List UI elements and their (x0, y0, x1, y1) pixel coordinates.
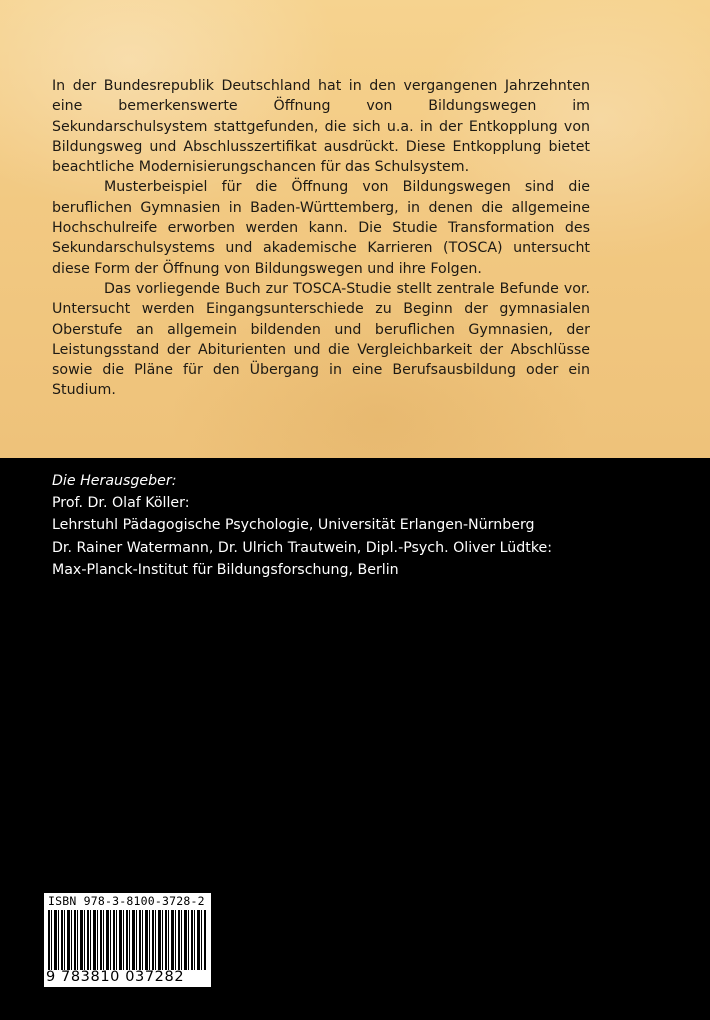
blurb-panel (0, 0, 710, 458)
blurb-paragraph: In der Bundesrepublik Deutschland hat in den vergangenen Jahrzehnten eine bemerkenswerte Öffnung von Bildungswegen im Sekundarschulsystem stattgefunden, die sich u.a. in der Entkopplung von Bildungsweg und Abschlusszertifikat ausdrückt. Diese Entkopplung bietet beachtliche Modernisierungschancen für das Schulsystem. (52, 78, 590, 176)
editors-section (52, 470, 672, 581)
blurb-text (52, 76, 590, 401)
isbn-label: ISBN 978-3-8100-3728-2 (48, 894, 205, 908)
editor-line: Dr. Rainer Watermann, Dr. Ulrich Trautwein, Dipl.-Psych. Oliver Lüdtke: (52, 539, 553, 556)
blurb-paragraph: Musterbeispiel für die Öffnung von Bildungswegen sind die beruflichen Gymnasien in Baden-Württemberg, in denen die allgemeine Hochschulreife erworben werden kann. Die Studie Transformation des Sekundarschulsystems und akademische Karrieren (TOSCA) untersucht diese Form der Öffnung von Bildungswegen und ihre Folgen. (52, 179, 590, 277)
editor-line: Lehrstuhl Pädagogische Psychologie, Universität Erlangen-Nürnberg (52, 517, 535, 534)
editors-heading: Die Herausgeber: (52, 473, 177, 489)
isbn-barcode (44, 893, 211, 987)
editor-line: Prof. Dr. Olaf Köller: (52, 495, 190, 512)
editor-line: Max-Planck-Institut für Bildungsforschung, Berlin (52, 561, 399, 578)
barcode-bars (48, 910, 207, 970)
blurb-paragraph: Das vorliegende Buch zur TOSCA-Studie stellt zentrale Befunde vor. Untersucht werden Eingangsunterschiede zu Beginn der gymnasialen Oberstufe an allgemein bildenden und beruflichen Gymnasien, der Leistungsstand der Abiturienten und die Vergleichbarkeit der Abschlüsse sowie die Pläne für den Übergang in eine Berufsausbildung oder ein Studium. (52, 280, 590, 399)
barcode-digits: 9 783810 037282 (46, 969, 185, 985)
